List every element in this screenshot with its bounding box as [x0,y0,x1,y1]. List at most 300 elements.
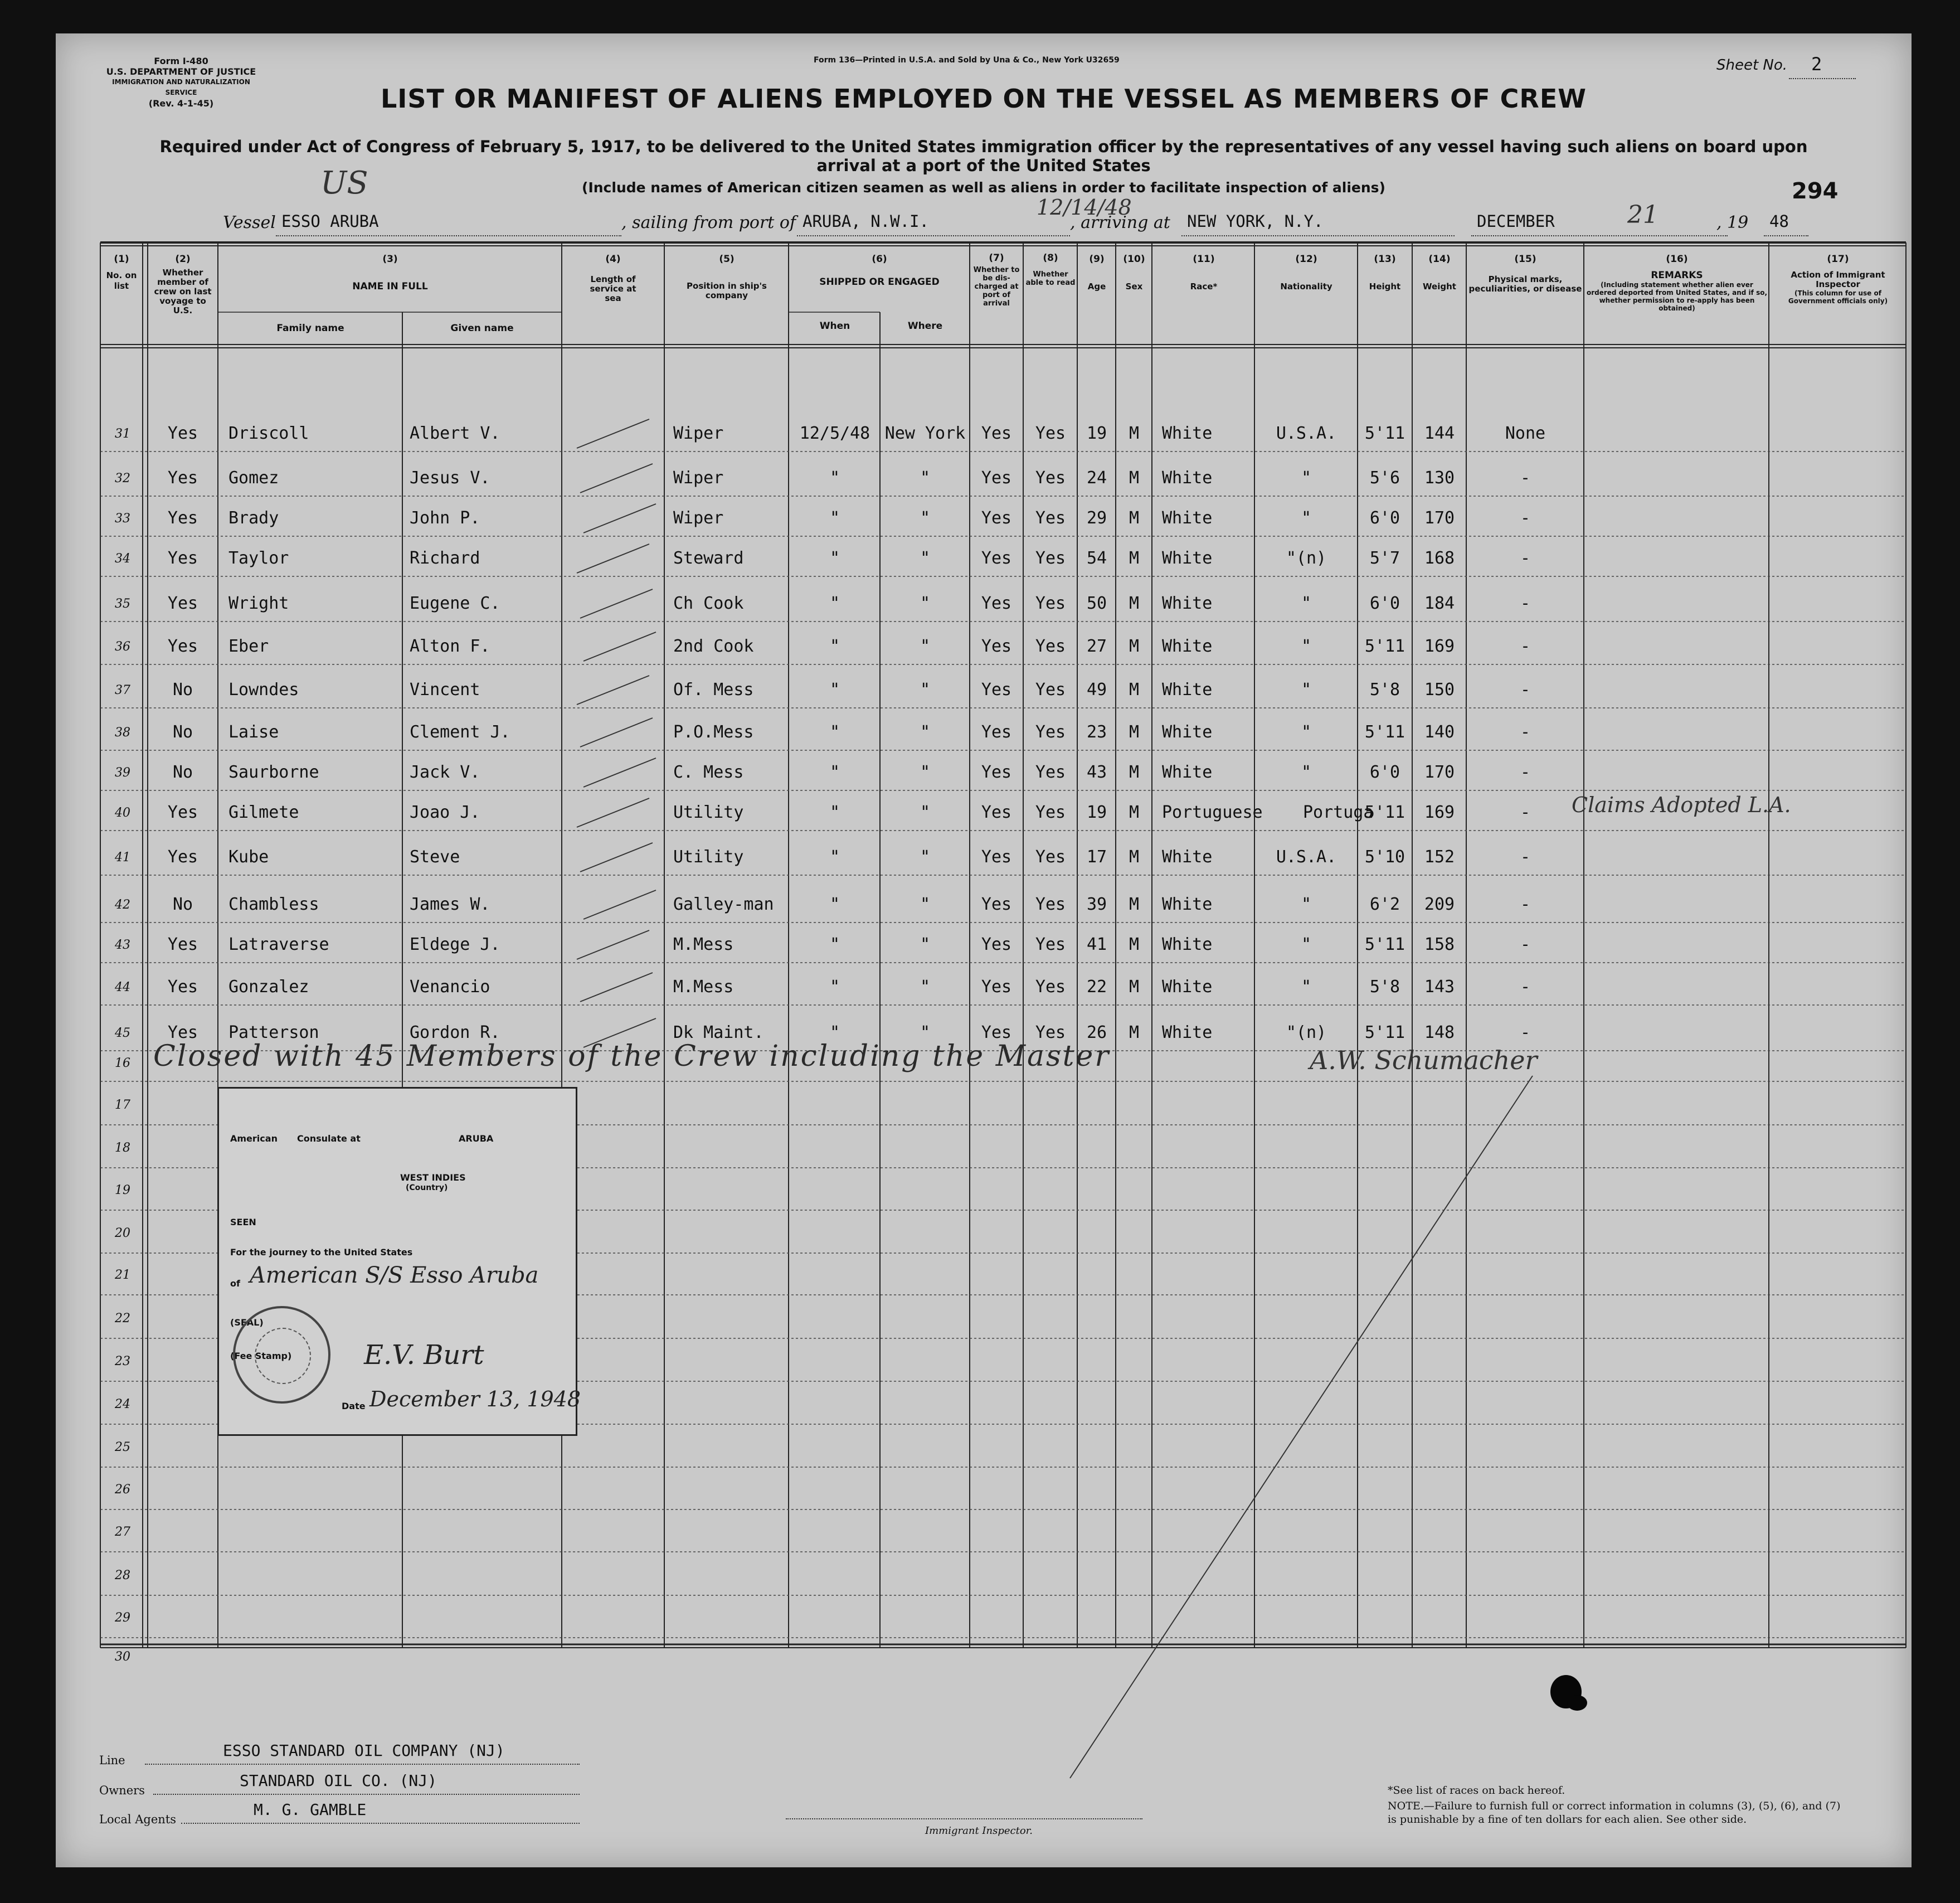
cell-race: White [1162,468,1213,488]
cell-age: 49 [1086,680,1107,700]
revision: (Rev. 4-1-45) [148,98,214,109]
cell-marks: - [1520,680,1531,700]
cell-last: Yes [167,803,198,822]
col-5-number: (5) [719,254,735,265]
cell-sex: M [1129,637,1140,656]
cell-when: " [829,468,840,488]
cell-position: P.O.Mess [673,722,754,742]
cell-last: No [172,763,193,782]
cell-weight: 170 [1424,508,1455,528]
cell-discharged: Yes [981,722,1012,742]
sheet-no-label: Sheet No. [1716,57,1788,74]
cell-marks: - [1520,803,1531,822]
stamp-west-indies: WEST INDIES [400,1172,466,1183]
cell-height: 5'10 [1364,847,1405,867]
cell-marks: - [1520,548,1531,568]
cell-when: " [829,722,840,742]
cell-height: 5'11 [1364,424,1405,443]
row-number: 43 [115,938,130,952]
cell-height: 6'0 [1369,594,1400,613]
cell-nationality: " [1301,637,1312,656]
col-10-number: (10) [1123,254,1145,265]
header-col-2 [149,254,216,315]
cell-where: " [920,637,931,656]
row-number: 45 [115,1026,130,1040]
row-number: 17 [115,1098,130,1112]
row-number: 24 [115,1397,130,1411]
row-number: 26 [115,1483,130,1497]
stamp-of: of [230,1278,240,1289]
row-number: 28 [115,1569,130,1582]
cell-sex: M [1129,468,1140,488]
cell-height: 6'0 [1369,508,1400,528]
cell-read: Yes [1035,680,1066,700]
cell-family: Gonzalez [228,977,309,997]
cell-last: Yes [167,424,198,443]
cell-discharged: Yes [981,895,1012,914]
cell-weight: 152 [1424,847,1455,867]
col-2-text: Whether member of crew on last voyage to U.S. [154,268,212,315]
cell-discharged: Yes [981,424,1012,443]
cell-sex: M [1129,1023,1140,1042]
closing-statement: Closed with 45 Members of the Crew including the Master [153,1040,1111,1073]
cell-given: Gordon R. [410,1023,500,1042]
cell-race: White [1162,424,1213,443]
row-number: 21 [115,1268,130,1282]
cell-nationality: " [1301,722,1312,742]
header-col-1 [101,254,142,292]
footer-line-value: ESSO STANDARD OIL COMPANY (NJ) [223,1741,505,1760]
cell-position: Wiper [673,468,724,488]
row-number: 16 [115,1056,130,1070]
row-number: 36 [115,640,130,654]
cell-read: Yes [1035,722,1066,742]
cell-race: White [1162,977,1213,997]
cell-weight: 169 [1424,803,1455,822]
col-15-number: (15) [1514,254,1536,265]
cell-sex: M [1129,935,1140,954]
header-col-9 [1078,254,1115,292]
cell-weight: 143 [1424,977,1455,997]
col-4-number: (4) [605,254,621,265]
cell-height: 6'2 [1369,895,1400,914]
row-number: 37 [115,683,130,697]
sailing-label: , sailing from port of [621,213,796,232]
consulate-stamp [217,1087,581,1436]
cell-position: Ch Cook [673,594,744,613]
row-number: 42 [115,898,130,912]
cell-when: " [829,508,840,528]
col-7-number: (7) [989,253,1004,264]
cell-height: 5'8 [1369,680,1400,700]
arrival-year: 48 [1769,212,1789,231]
row-number: 18 [115,1141,130,1155]
col-3-number: (3) [382,254,398,265]
cell-where: " [920,977,931,997]
cell-when: " [829,763,840,782]
row-number: 31 [115,427,130,441]
cell-discharged: Yes [981,508,1012,528]
stamp-handwritten-signature: E.V. Burt [364,1339,484,1371]
cell-age: 23 [1086,722,1107,742]
row-number: 25 [115,1440,130,1454]
cell-when: " [829,935,840,954]
cell-marks: - [1520,763,1531,782]
cell-marks: - [1520,468,1531,488]
header-where: Where [907,321,943,332]
cell-last: Yes [167,548,198,568]
cell-nationality: " [1301,895,1312,914]
col-15-text: Physical marks, peculiarities, or disease [1468,274,1582,294]
col-8-text: Whether able to read [1025,270,1076,287]
cell-marks: - [1520,895,1531,914]
cell-sex: M [1129,763,1140,782]
cell-nationality: " [1301,468,1312,488]
cell-read: Yes [1035,763,1066,782]
cell-weight: 144 [1424,424,1455,443]
cell-marks: - [1520,935,1531,954]
cell-sex: M [1129,424,1140,443]
cell-discharged: Yes [981,680,1012,700]
year-prefix: , 19 [1716,213,1749,232]
cell-where: " [920,548,931,568]
cell-family: Laise [228,722,279,742]
footer-owners-value: STANDARD OIL CO. (NJ) [240,1771,437,1790]
cell-given: Joao J. [410,803,480,822]
cell-last: Yes [167,468,198,488]
immigrant-inspector-label: Immigrant Inspector. [925,1825,1033,1837]
cell-last: Yes [167,508,198,528]
row-number: 30 [115,1650,130,1664]
cell-where: " [920,508,931,528]
cell-age: 19 [1086,803,1107,822]
cell-weight: 150 [1424,680,1455,700]
cell-read: Yes [1035,803,1066,822]
cell-marks: - [1520,594,1531,613]
cell-race: White [1162,548,1213,568]
cell-when: " [829,680,840,700]
cell-sex: M [1129,722,1140,742]
cell-race: Portuguese [1162,803,1263,822]
header-col-14 [1413,254,1466,292]
cell-family: Eber [228,637,269,656]
cell-height: 5'11 [1364,722,1405,742]
arrival-month: DECEMBER [1477,212,1555,231]
cell-discharged: Yes [981,1023,1012,1042]
col-13-number: (13) [1374,254,1396,265]
cell-last: Yes [167,977,198,997]
stamp-seal-label: (SEAL) [230,1317,264,1328]
manifest-sheet [56,33,1912,1867]
footer-agents-value: M. G. GAMBLE [254,1800,367,1819]
cell-read: Yes [1035,935,1066,954]
cell-last: Yes [167,594,198,613]
col-9-number: (9) [1089,254,1105,265]
header-col-17 [1771,254,1905,305]
cell-race: White [1162,895,1213,914]
header-col-15 [1468,254,1583,294]
sheet-no-value: 2 [1811,54,1822,75]
cell-height: 5'7 [1369,548,1400,568]
row-number: 23 [115,1355,130,1368]
cell-when: " [829,1023,840,1042]
col-8-number: (8) [1043,253,1058,264]
col-5-text: Position in ship's company [687,281,767,300]
page-subtitle: Required under Act of Congress of February 5, 1917, to be delivered to the United States immigration officer by the representatives of any vessel having such aliens on board upon arrival at a port of the United States [159,137,1808,175]
cell-discharged: Yes [981,763,1012,782]
page-subnote: (Include names of American citizen seamen as well as aliens in order to facilitate inspection of aliens) [582,179,1385,196]
note-text: —Failure to furnish full or correct information in columns (3), (5), (6), and (7) is punishable by a fine of ten dollars for each alien. See other side. [1388,1800,1841,1826]
cell-given: Richard [410,548,480,568]
cell-position: Dk Maint. [673,1023,764,1042]
cell-family: Driscoll [228,424,309,443]
cell-sex: M [1129,895,1140,914]
stamp-american: American [230,1133,278,1144]
cell-age: 27 [1086,637,1107,656]
row-number: 33 [115,512,130,526]
row-number: 29 [115,1611,130,1625]
cell-last: No [172,895,193,914]
header-col-8 [1024,254,1077,287]
cell-family: Chambless [228,895,319,914]
cell-nationality: "(n) [1286,548,1327,568]
col-4-text: Length of service at sea [590,274,636,303]
cell-age: 29 [1086,508,1107,528]
cell-where: New York [884,424,966,443]
col-17-number: (17) [1827,254,1849,265]
cell-where: " [920,1023,931,1042]
cell-sex: M [1129,977,1140,997]
cell-when: 12/5/48 [799,424,870,443]
cell-race: White [1162,1023,1213,1042]
header-col-3 [220,254,561,292]
cell-given: Albert V. [410,424,500,443]
cell-position: Wiper [673,424,724,443]
cell-remarks: Claims Adopted L.A. [1572,793,1791,817]
cell-family: Kube [228,847,269,867]
cell-race: White [1162,722,1213,742]
header-col-4 [564,254,662,303]
cell-where: " [920,803,931,822]
cell-where: " [920,763,931,782]
col-10-text: Sex [1125,281,1143,292]
cell-family: Lowndes [228,680,299,700]
cell-family: Patterson [228,1023,319,1042]
printed-by: Form 136—Printed in U.S.A. and Sold by Una & Co., New York U32659 [814,56,1120,65]
cell-where: " [920,847,931,867]
cell-given: Eugene C. [410,594,500,613]
cell-read: Yes [1035,637,1066,656]
cell-nationality: " [1301,680,1312,700]
row-number: 34 [115,552,130,566]
cell-marks: - [1520,637,1531,656]
header-col-13 [1359,254,1411,292]
cell-last: No [172,680,193,700]
header-col-10 [1117,254,1151,292]
cell-weight: 140 [1424,722,1455,742]
cell-age: 26 [1086,1023,1107,1042]
cell-nationality: " [1301,594,1312,613]
page-title: LIST OR MANIFEST OF ALIENS EMPLOYED ON THE VESSEL AS MEMBERS OF CREW [380,84,1587,114]
cell-position: 2nd Cook [673,637,754,656]
row-number: 38 [115,726,130,740]
col-3-text: NAME IN FULL [352,281,428,292]
cell-age: 43 [1086,763,1107,782]
header-col-6 [790,254,969,288]
cell-given: Eldege J. [410,935,500,954]
col-11-number: (11) [1193,254,1215,265]
cell-when: " [829,847,840,867]
cell-discharged: Yes [981,468,1012,488]
row-number: 32 [115,472,130,486]
cell-family: Wright [228,594,289,613]
cell-when: " [829,594,840,613]
cell-given: Clement J. [410,722,510,742]
cell-read: Yes [1035,847,1066,867]
cell-where: " [920,468,931,488]
races-note: *See list of races on back hereof. [1388,1784,1565,1797]
cell-given: John P. [410,508,480,528]
cell-position: Of. Mess [673,680,754,700]
cell-sex: M [1129,680,1140,700]
stamp-handwritten-date: December 13, 1948 [369,1387,581,1411]
cell-read: Yes [1035,508,1066,528]
cell-given: Steve [410,847,460,867]
cell-weight: 209 [1424,895,1455,914]
cell-race: White [1162,594,1213,613]
vessel-label: Vessel [223,213,276,232]
cell-age: 50 [1086,594,1107,613]
cell-weight: 158 [1424,935,1455,954]
col-12-text: Nationality [1280,281,1332,292]
header-given-name: Given name [450,323,514,334]
master-signature: A.W. Schumacher [1310,1045,1538,1075]
col-2-number: (2) [175,254,191,265]
cell-family: Gilmete [228,803,299,822]
cell-when: " [829,895,840,914]
cell-given: James W. [410,895,490,914]
cell-position: M.Mess [673,935,734,954]
stamp-fee-label: (Fee Stamp) [230,1351,292,1361]
cell-marks: None [1505,424,1546,443]
cell-given: Jack V. [410,763,480,782]
cell-last: Yes [167,847,198,867]
col-17-text: Action of Immigrant Inspector [1791,270,1885,289]
row-number: 44 [115,980,130,994]
cell-where: " [920,722,931,742]
cell-height: 5'6 [1369,468,1400,488]
header-col-16 [1586,254,1768,312]
col-11-text: Race* [1190,281,1218,292]
header-col-11 [1154,254,1254,292]
cell-where: " [920,895,931,914]
cell-discharged: Yes [981,637,1012,656]
row-number: 35 [115,597,130,611]
cell-marks: - [1520,508,1531,528]
col-1-text: No. on list [106,270,137,291]
col-14-number: (14) [1428,254,1451,265]
cell-when: " [829,637,840,656]
cell-position: Utility [673,847,744,867]
cell-age: 22 [1086,977,1107,997]
cell-discharged: Yes [981,594,1012,613]
row-number: 41 [115,851,130,865]
col-6-text: SHIPPED OR ENGAGED [819,276,940,288]
cell-marks: - [1520,977,1531,997]
cell-nationality: " [1301,763,1312,782]
col-17-subtext: (This column for use of Government officials only) [1788,289,1888,305]
cell-position: Utility [673,803,744,822]
cell-given: Alton F. [410,637,490,656]
cell-last: Yes [167,935,198,954]
stamp-aruba: ARUBA [459,1133,494,1144]
cell-read: Yes [1035,1023,1066,1042]
stamp-journey: For the journey to the United States [230,1247,413,1258]
cell-position: C. Mess [673,763,744,782]
cell-nationality: Portuga [1303,803,1374,822]
cell-family: Latraverse [228,935,329,954]
cell-read: Yes [1035,895,1066,914]
header-col-7 [971,254,1022,308]
cell-age: 19 [1086,424,1107,443]
cell-discharged: Yes [981,977,1012,997]
handwritten-us: US [320,165,368,201]
cell-discharged: Yes [981,548,1012,568]
vessel-name: ESSO ARUBA [281,212,379,231]
col-6-number: (6) [872,254,887,265]
cell-age: 39 [1086,895,1107,914]
col-16-number: (16) [1666,254,1688,265]
cell-read: Yes [1035,548,1066,568]
cell-age: 54 [1086,548,1107,568]
col-9-text: Age [1087,281,1106,292]
cell-marks: - [1520,1023,1531,1042]
row-number: 40 [115,806,130,820]
cell-given: Jesus V. [410,468,490,488]
cell-given: Venancio [410,977,490,997]
cell-family: Brady [228,508,279,528]
cell-weight: 168 [1424,548,1455,568]
cell-weight: 170 [1424,763,1455,782]
cell-height: 5'11 [1364,637,1405,656]
stamp-handwritten-vessel: American S/S Esso Aruba [250,1263,539,1288]
sailing-from: ARUBA, N.W.I. [803,212,929,231]
footer-agents-label: Local Agents [99,1813,177,1826]
consular-seal [233,1306,330,1404]
cell-nationality: "(n) [1286,1023,1327,1042]
cell-weight: 130 [1424,468,1455,488]
header-when: When [819,321,850,332]
cell-sex: M [1129,548,1140,568]
cell-race: White [1162,935,1213,954]
cell-sex: M [1129,847,1140,867]
col-13-text: Height [1369,281,1401,292]
cell-family: Saurborne [228,763,319,782]
department: U.S. DEPARTMENT OF JUSTICE [106,66,256,77]
cell-when: " [829,977,840,997]
cell-nationality: " [1301,508,1312,528]
handwritten-date: 12/14/48 [1037,195,1132,220]
cell-race: White [1162,847,1213,867]
cell-position: M.Mess [673,977,734,997]
cell-discharged: Yes [981,803,1012,822]
cell-race: White [1162,680,1213,700]
row-number: 27 [115,1525,130,1539]
cell-weight: 184 [1424,594,1455,613]
cell-nationality: U.S.A. [1276,424,1337,443]
cell-given: Vincent [410,680,480,700]
cell-when: " [829,548,840,568]
